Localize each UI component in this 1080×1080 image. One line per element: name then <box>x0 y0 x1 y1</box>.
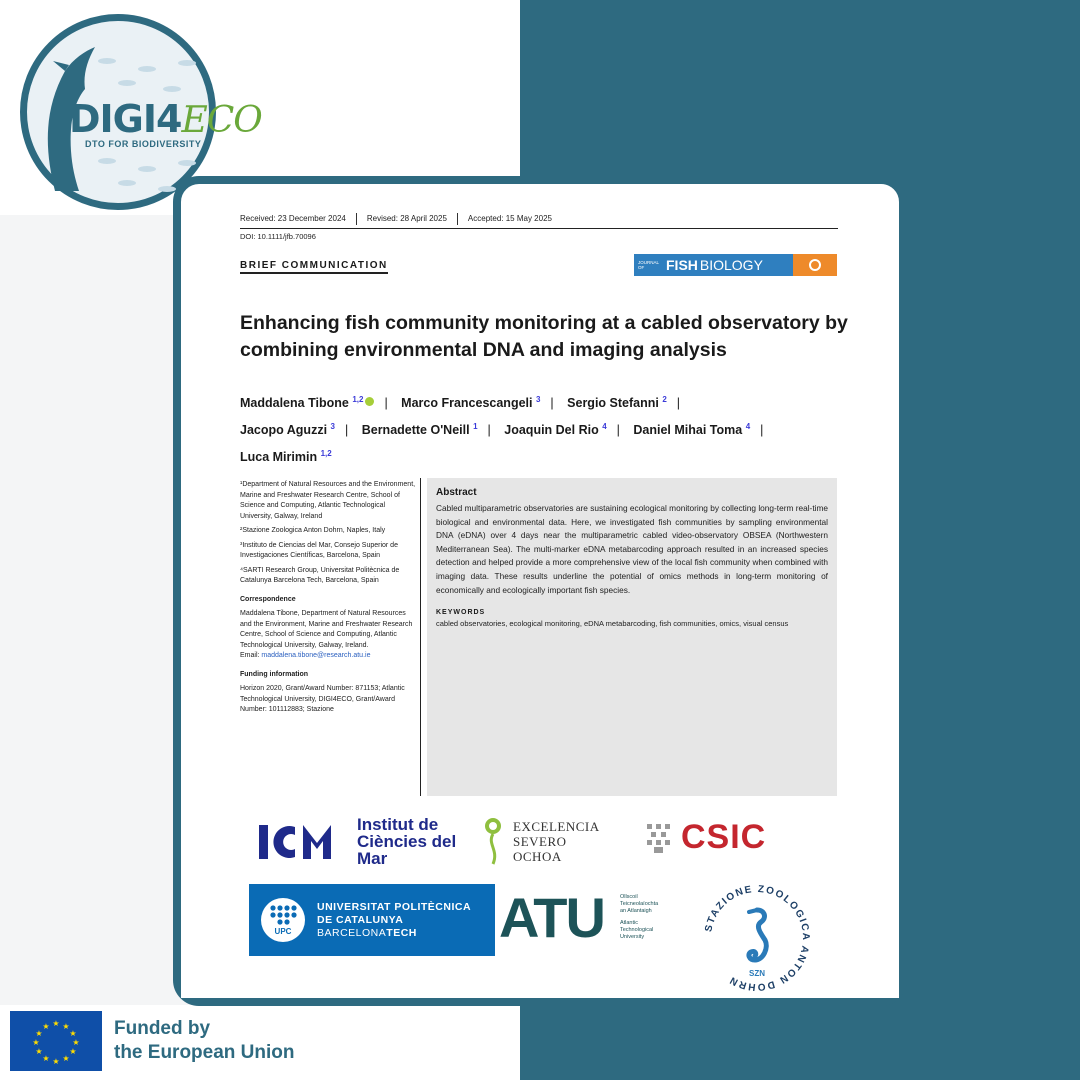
svg-text:★: ★ <box>69 1029 77 1038</box>
upc-line: BARCELONATECH <box>317 926 417 939</box>
icm-mark-icon <box>259 825 351 859</box>
eu-flag-icon <box>10 1011 102 1071</box>
upc-line: UNIVERSITAT POLITÈCNICA <box>317 900 472 913</box>
svg-text:★: ★ <box>62 1054 70 1063</box>
svg-text:★: ★ <box>35 1029 43 1038</box>
svg-text:★: ★ <box>52 1019 60 1028</box>
publisher-icon <box>793 254 837 276</box>
severo-ochoa-icon <box>479 816 507 866</box>
svg-text:★: ★ <box>32 1038 40 1047</box>
funded-by-text: the European Union <box>114 1042 295 1063</box>
doi: DOI: 10.1111/jfb.70096 <box>240 232 316 241</box>
severo-line: SEVERO <box>513 833 567 849</box>
severo-ochoa-logo <box>479 816 600 866</box>
paper-card <box>173 176 907 1006</box>
severo-line: EXCELENCIA <box>513 818 600 834</box>
icm-name: Institut de Ciències del Mar <box>357 815 457 868</box>
revised-date: Revised: 28 April 2025 <box>366 214 447 223</box>
email-link[interactable]: maddalena.tibone@research.atu.ie <box>261 652 371 659</box>
svg-text:STAZIONE ZOOLOGICA ANTON DOHRN: STAZIONE ZOOLOGICA ANTON DOHRN <box>703 883 812 993</box>
paper-preview <box>181 184 899 796</box>
seahorse-icon <box>749 910 766 960</box>
affiliation: ⁴SARTI Research Group, Universitat Politècnica de Catalunya Barcelona Tech, Barcelona, Spain <box>240 566 400 584</box>
atu-subtitle: Ollscoil Teicneolaíochta an Atlantaigh Atlantic Technological University <box>619 894 659 940</box>
eu-funding-badge <box>10 1011 295 1071</box>
affiliation: ¹Department of Natural Resources and the Environment, Marine and Freshwater Research Centre, School of Science and Computing, Atlantic Technological University, Galway, Ireland <box>240 481 416 520</box>
atu-logo <box>499 888 680 948</box>
upc-badge-icon: UPC <box>261 898 305 942</box>
partner-logos <box>181 796 899 998</box>
header-rule <box>240 228 838 229</box>
upc-logo <box>249 884 495 956</box>
affiliation: ³Instituto de Ciencias del Mar, Consejo Superior de Investigaciones Científicas, Barcelona, Spain <box>240 541 398 559</box>
svg-text:★: ★ <box>52 1057 60 1066</box>
paper-dates <box>240 214 552 225</box>
upc-line: DE CATALUNYA <box>317 913 404 926</box>
svg-text:★: ★ <box>42 1054 50 1063</box>
svg-text:★: ★ <box>35 1047 43 1056</box>
abstract-heading: Abstract <box>436 487 477 498</box>
orcid-icon <box>365 397 374 406</box>
szn-logo <box>699 880 815 996</box>
correspondence-heading: Correspondence <box>240 595 296 603</box>
accepted-date: Accepted: 15 May 2025 <box>467 214 552 223</box>
funded-by-text: Funded by <box>114 1018 211 1039</box>
abstract-box <box>427 478 837 796</box>
atu-wordmark: ATU <box>499 886 604 949</box>
csic-crest-icon <box>645 822 673 854</box>
author-list: Maddalena Tibone $^{1,2}$ | Marco Francescangeli $^3$ | Sergio Stefanni $^2$ | Jacopo Aguzzi $^3$ | Bernadette O'Neill $^1$ | Joaquin Del Rio $^4$ | Daniel Mihai Toma $^4$ | Luca Mirimin $^{1,2}$ <box>240 395 764 465</box>
svg-text:★: ★ <box>42 1022 50 1031</box>
svg-text:★: ★ <box>72 1038 80 1047</box>
svg-text:★: ★ <box>62 1022 70 1031</box>
funding-heading: Funding information <box>240 670 309 678</box>
received-date: Received: 23 December 2024 <box>240 214 346 223</box>
svg-text:ICM: ICM <box>339 858 341 860</box>
icm-logo <box>259 816 467 867</box>
keywords-text: cabled observatories, ecological monitoring, eDNA metabarcoding, fish communities, omics, visual census <box>436 619 789 629</box>
funding-text: Horizon 2020, Grant/Award Number: 871153; Atlantic Technological University, DIGI4ECO, Grant/Award Number: 101112883; Stazione <box>240 685 405 713</box>
svg-text:★: ★ <box>69 1047 77 1056</box>
journal-logo: JOURNAL OF FISH BIOLOGY <box>634 254 837 276</box>
paper-title: Enhancing fish community monitoring at a cabled observatory by combining environmental DNA and imaging analysis <box>240 312 848 361</box>
abstract-text: Cabled multiparametric observatories are sustaining ecological monitoring by collecting long-term real-time biological and environmental data. Here, we investigated fish communities by sampling environmental DNA (eDNA) over 4 days near the multiparametric cabled video-observatory OBSEA (Northwestern Mediterranean Sea). The multi-marker eDNA metabarcoding approach resulted in an increased species detection and helped provide a more comprehensive view of the local fish community when combined with imaging data. These results underline the potential of omics methods in long-term monitoring of economically and ecologically important fish species. <box>436 503 828 595</box>
keywords-heading: KEYWORDS <box>436 609 486 617</box>
csic-name: CSIC <box>681 818 767 856</box>
csic-logo <box>645 818 766 857</box>
correspondence-text: Maddalena Tibone, Department of Natural Resources and the Environment, Marine and Freshwater Research Centre, School of Science and Computing, Atlantic Technological University, Galway, Ireland. Email: maddalena.tibone@research.atu.ie <box>240 610 413 659</box>
affiliation: ²Stazione Zoologica Anton Dohrn, Naples, Italy <box>240 527 386 534</box>
section-label: BRIEF COMMUNICATION <box>240 260 388 274</box>
digi4eco-wordmark: DIGI4ECO <box>69 97 262 141</box>
severo-line: OCHOA <box>513 848 562 864</box>
digi4eco-tagline: DTO FOR BIODIVERSITY <box>85 139 202 149</box>
affiliations-column <box>240 480 416 720</box>
column-divider <box>420 478 421 798</box>
svg-text:SZN: SZN <box>749 969 765 978</box>
